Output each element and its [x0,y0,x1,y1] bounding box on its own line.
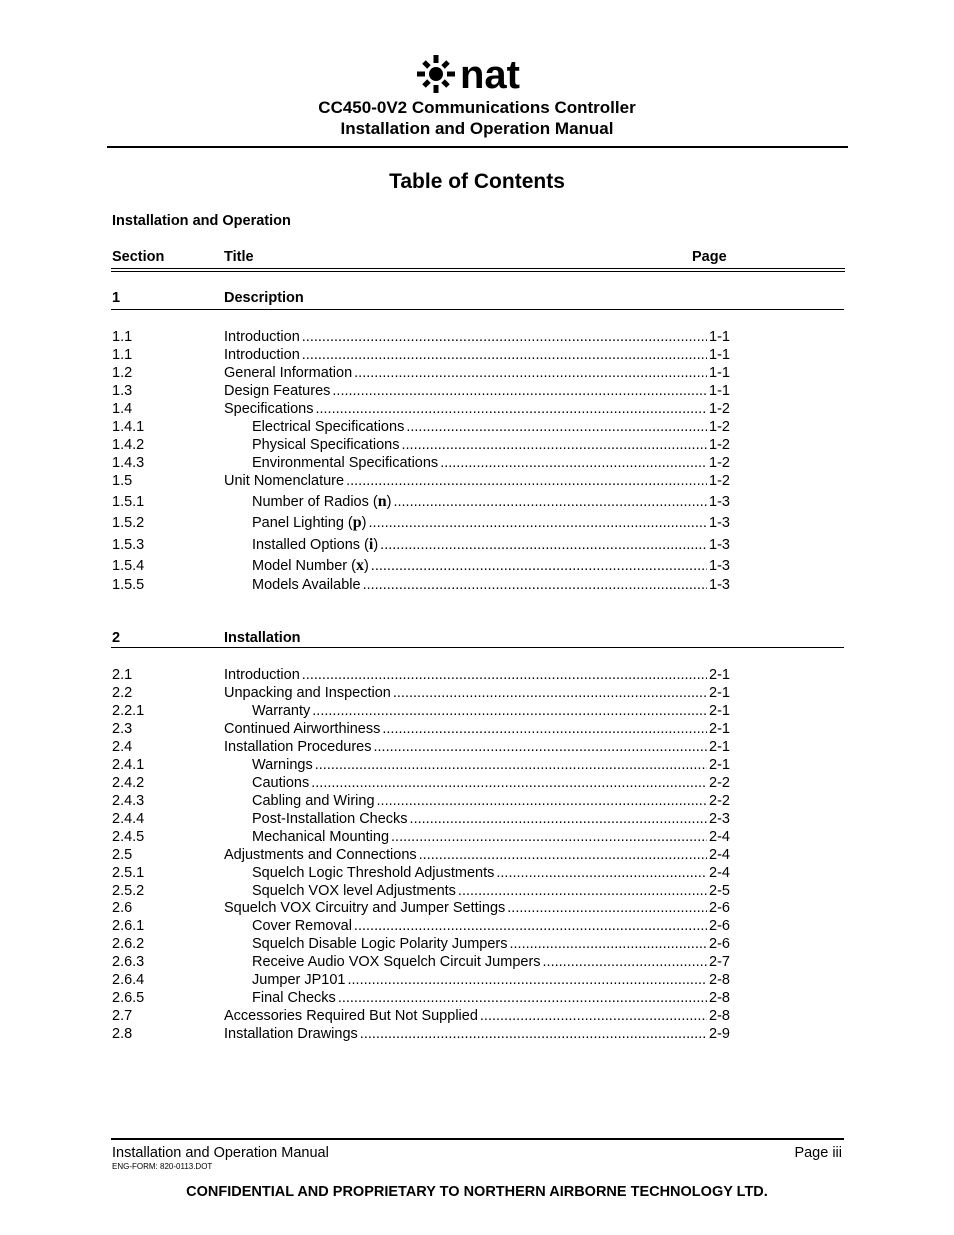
toc-entry[interactable] [0,756,954,774]
toc-entry[interactable] [0,989,954,1007]
toc-entry-page: 2-2 [709,775,730,791]
toc-entry-title: Warranty [252,703,311,719]
toc-entry-title: Panel Lighting (p) [252,514,367,531]
toc-entry-line [252,828,730,846]
toc-entry-title: Design Features [224,383,331,399]
toc-entry-number: 2.4.5 [112,829,145,845]
chapter2-rule [111,647,844,648]
toc-entry[interactable] [0,454,954,472]
toc-entry[interactable] [0,346,954,364]
toc-entry-number: 2.4 [112,739,133,755]
leader-dots [374,738,708,756]
toc-entry[interactable] [0,702,954,720]
toc-entry-line [252,971,730,989]
toc-entry-page: 2-8 [709,1008,730,1024]
leader-dots [410,810,707,828]
nomenclature-symbol: x [355,557,364,574]
leader-dots [440,454,707,472]
toc-entry-number: 1.3 [112,383,133,399]
toc-entry[interactable] [0,917,954,935]
nomenclature-symbol: i [368,536,374,553]
toc-entry-number: 2.6 [112,900,133,916]
toc-entry-title: Receive Audio VOX Squelch Circuit Jumpers [252,954,541,970]
leader-dots [312,702,707,720]
footer-page-number: Page iii [794,1145,842,1161]
toc-entry-page: 1-1 [709,347,730,363]
toc-entry-title: Specifications [224,401,314,417]
toc-entry-line [252,454,730,472]
leader-dots [369,514,708,532]
toc-entry-number: 1.2 [112,365,133,381]
toc-entry[interactable] [0,720,954,738]
toc-entry-title: Squelch Disable Logic Polarity Jumpers [252,936,508,952]
nomenclature-symbol: n [377,493,387,510]
toc-entry-title: Mechanical Mounting [252,829,390,845]
col-title-header: Title [224,249,254,265]
toc-entry-number: 1.5 [112,473,133,489]
toc-entry[interactable] [0,684,954,702]
document-subtitle: Installation and Operation Manual [340,119,614,138]
toc-entry[interactable] [0,382,954,400]
toc-entry-page: 2-3 [709,811,730,827]
toc-entry-line [252,864,730,882]
leader-dots [354,364,707,382]
toc-entry-line [252,882,730,900]
toc-entry-line [252,536,730,554]
toc-entry[interactable] [0,882,954,900]
toc-entry-line [224,472,730,490]
toc-entry-line [224,899,730,917]
toc-entry[interactable] [0,828,954,846]
leader-dots [393,684,707,702]
leader-dots [302,666,707,684]
toc-entry-number: 1.4 [112,401,133,417]
toc-entry[interactable] [0,418,954,436]
toc-entry-number: 2.8 [112,1026,133,1042]
leader-dots [363,576,707,594]
toc-entry[interactable] [0,899,954,917]
toc-entry-number: 1.4.3 [112,455,145,471]
toc-entry-page: 1-3 [709,494,730,510]
toc-entry[interactable] [0,576,954,594]
toc-entry-page: 1-2 [709,419,730,435]
toc-entry-page: 2-6 [709,936,730,952]
chapter1-rule [111,309,844,310]
toc-entry-number: 2.6.3 [112,954,145,970]
toc-entry-number: 2.4.1 [112,757,145,773]
toc-entry-title: Physical Specifications [252,437,400,453]
footer-form-id: ENG-FORM: 820-0113.DOT [112,1162,213,1171]
toc-entry-line [224,1025,730,1043]
toc-entry-number: 2.2 [112,685,133,701]
toc-entry-line [252,756,730,774]
toc-entry-number: 2.4.4 [112,811,145,827]
toc-entry-page: 2-1 [709,703,730,719]
toc-entry-page: 1-1 [709,329,730,345]
toc-entry-line [224,382,730,400]
toc-entry-page: 2-4 [709,865,730,881]
toc-entry[interactable] [0,364,954,382]
confidential-notice: CONFIDENTIAL AND PROPRIETARY TO NORTHERN AIRBORNE TECHNOLOGY LTD. [186,1184,768,1200]
toc-entry-page: 2-8 [709,972,730,988]
toc-entry-line [252,935,730,953]
chapter2-number: 2 [112,630,121,646]
toc-entry-page: 2-1 [709,667,730,683]
leader-dots [332,382,707,400]
toc-entry-page: 1-2 [709,401,730,417]
chapter1-number: 1 [112,290,121,306]
leader-dots [419,846,707,864]
toc-entry-line [252,702,730,720]
toc-entry-line [252,436,730,454]
part-heading: Installation and Operation [112,213,291,229]
toc-entry-title: Cautions [252,775,310,791]
leader-dots [393,493,707,511]
leader-dots [402,436,708,454]
toc-entry-page: 1-3 [709,515,730,531]
toc-entry[interactable] [0,971,954,989]
toc-entry-line [224,1007,730,1025]
page-title: Table of Contents [389,170,565,193]
toc-entry[interactable] [0,328,954,346]
leader-dots [380,536,707,554]
toc-entry-page: 2-7 [709,954,730,970]
toc-entry[interactable] [0,1007,954,1025]
toc-entry-page: 2-9 [709,1026,730,1042]
toc-entry-line [224,328,730,346]
toc-entry-title: Unit Nomenclature [224,473,345,489]
toc-entry-title: Model Number (x) [252,557,369,574]
leader-dots [338,989,707,1007]
toc-entry-title: Introduction [224,347,300,363]
leader-dots [371,557,707,575]
toc-entry[interactable] [0,846,954,864]
toc-entry-number: 1.5.5 [112,577,145,593]
leader-dots [507,899,707,917]
toc-entry[interactable] [0,514,954,532]
toc-entry-page: 1-1 [709,365,730,381]
leader-dots [311,774,707,792]
toc-entry-title: Final Checks [252,990,336,1006]
footer-rule [111,1138,844,1140]
toc-entry-number: 2.4.2 [112,775,145,791]
toc-entry-page: 2-1 [709,721,730,737]
leader-dots [391,828,707,846]
toc-entry-title: Models Available [252,577,361,593]
toc-entry-title: Squelch VOX level Adjustments [252,883,456,899]
toc-entry-title: Installed Options (i) [252,536,379,553]
chapter2-title: Installation [224,630,301,646]
toc-entry-number: 1.1 [112,347,133,363]
starburst-icon [417,55,455,93]
toc-entry-title: Environmental Specifications [252,455,439,471]
leader-dots [382,720,707,738]
toc-entry-title: Cabling and Wiring [252,793,375,809]
toc-entry-title: Adjustments and Connections [224,847,417,863]
toc-entry[interactable] [0,810,954,828]
toc-entry[interactable] [0,935,954,953]
toc-entry[interactable] [0,666,954,684]
leader-dots [354,917,707,935]
footer-manual-name: Installation and Operation Manual [112,1145,329,1161]
toc-entry-line [252,953,730,971]
toc-entry-number: 2.5 [112,847,133,863]
toc-entry-number: 1.5.1 [112,494,145,510]
toc-entry-number: 2.3 [112,721,133,737]
toc-entry-title: Warnings [252,757,313,773]
leader-dots [315,400,707,418]
toc-entry-title: Number of Radios (n) [252,493,392,510]
document-title: CC450-0V2 Communications Controller [318,98,636,117]
toc-entry-page: 2-6 [709,900,730,916]
toc-entry-number: 2.6.5 [112,990,145,1006]
toc-entry-number: 1.4.2 [112,437,145,453]
col-page-header: Page [692,249,727,265]
toc-entry-number: 1.1 [112,329,133,345]
toc-entry-number: 2.5.1 [112,865,145,881]
toc-entry[interactable] [0,774,954,792]
leader-dots [496,864,707,882]
col-section-header: Section [112,249,165,265]
toc-entry-line [252,418,730,436]
chapter1-title: Description [224,290,304,306]
toc-entry-page: 2-1 [709,739,730,755]
toc-entry-page: 2-4 [709,829,730,845]
toc-entry-page: 1-2 [709,473,730,489]
toc-entry-page: 2-8 [709,990,730,1006]
toc-entry-line [252,810,730,828]
toc-entry-title: Cover Removal [252,918,352,934]
toc-entry[interactable] [0,738,954,756]
leader-dots [480,1007,707,1025]
toc-entry-line [252,989,730,1007]
toc-entry[interactable] [0,953,954,971]
toc-entry-page: 1-2 [709,437,730,453]
toc-entry-line [252,576,730,594]
toc-entry-number: 2.6.4 [112,972,145,988]
toc-entry-page: 1-3 [709,558,730,574]
toc-entry-number: 2.7 [112,1008,133,1024]
leader-dots [458,882,707,900]
toc-entry-title: Introduction [224,667,300,683]
toc-entry-line [252,493,730,511]
toc-entry-number: 2.1 [112,667,133,683]
toc-entry-number: 1.5.2 [112,515,145,531]
toc-entry-line [252,792,730,810]
toc-entry[interactable] [0,1025,954,1043]
toc-entry-line [224,666,730,684]
leader-dots [406,418,707,436]
leader-dots [346,472,707,490]
leader-dots [510,935,708,953]
toc-entry[interactable] [0,493,954,511]
toc-entry-number: 2.5.2 [112,883,145,899]
toc-entry-page: 1-2 [709,455,730,471]
toc-entry-line [252,514,730,532]
toc-entry-title: Post-Installation Checks [252,811,408,827]
toc-entry-line [252,774,730,792]
toc-entry-title: Squelch Logic Threshold Adjustments [252,865,495,881]
toc-entry-line [252,557,730,575]
toc-entry-title: Accessories Required But Not Supplied [224,1008,478,1024]
toc-entry-title: Introduction [224,329,300,345]
toc-entry-line [224,684,730,702]
leader-dots [377,792,708,810]
leader-dots [302,346,707,364]
toc-entry-title: Jumper JP101 [252,972,346,988]
toc-entry-number: 1.5.3 [112,537,145,553]
leader-dots [315,756,707,774]
toc-entry-number: 1.5.4 [112,558,145,574]
toc-entry[interactable] [0,864,954,882]
toc-entry-number: 2.6.2 [112,936,145,952]
toc-entry-page: 1-3 [709,537,730,553]
leader-dots [348,971,708,989]
toc-entry-page: 2-5 [709,883,730,899]
toc-entry-page: 2-1 [709,757,730,773]
toc-entry-title: Electrical Specifications [252,419,405,435]
toc-entry-page: 1-3 [709,577,730,593]
leader-dots [360,1025,707,1043]
toc-entry-line [224,364,730,382]
toc-entry-title: General Information [224,365,353,381]
toc-entry-line [224,846,730,864]
column-header-rule [111,268,845,272]
toc-entry-line [224,346,730,364]
toc-entry-line [224,720,730,738]
nomenclature-symbol: p [352,514,362,531]
toc-entry-page: 1-1 [709,383,730,399]
header-rule [107,146,848,148]
leader-dots [302,328,707,346]
toc-entry-title: Squelch VOX Circuitry and Jumper Settings [224,900,506,916]
toc-entry-line [252,917,730,935]
toc-entry[interactable] [0,536,954,554]
toc-entry[interactable] [0,557,954,575]
toc-entry[interactable] [0,472,954,490]
toc-entry-page: 2-6 [709,918,730,934]
brand-text: nat [460,53,520,96]
toc-entry-line [224,738,730,756]
nat-logo [0,52,954,96]
toc-entry-number: 2.4.3 [112,793,145,809]
toc-entry-title: Installation Drawings [224,1026,358,1042]
toc-entry-number: 1.4.1 [112,419,145,435]
toc-entry-number: 2.2.1 [112,703,145,719]
toc-entry-page: 2-1 [709,685,730,701]
toc-entry-page: 2-2 [709,793,730,809]
toc-entry-number: 2.6.1 [112,918,145,934]
toc-entry-title: Continued Airworthiness [224,721,381,737]
toc-entry[interactable] [0,792,954,810]
toc-entry-title: Installation Procedures [224,739,372,755]
toc-entry-page: 2-4 [709,847,730,863]
leader-dots [543,953,708,971]
toc-entry[interactable] [0,436,954,454]
toc-entry-title: Unpacking and Inspection [224,685,391,701]
toc-entry[interactable] [0,400,954,418]
toc-entry-line [224,400,730,418]
